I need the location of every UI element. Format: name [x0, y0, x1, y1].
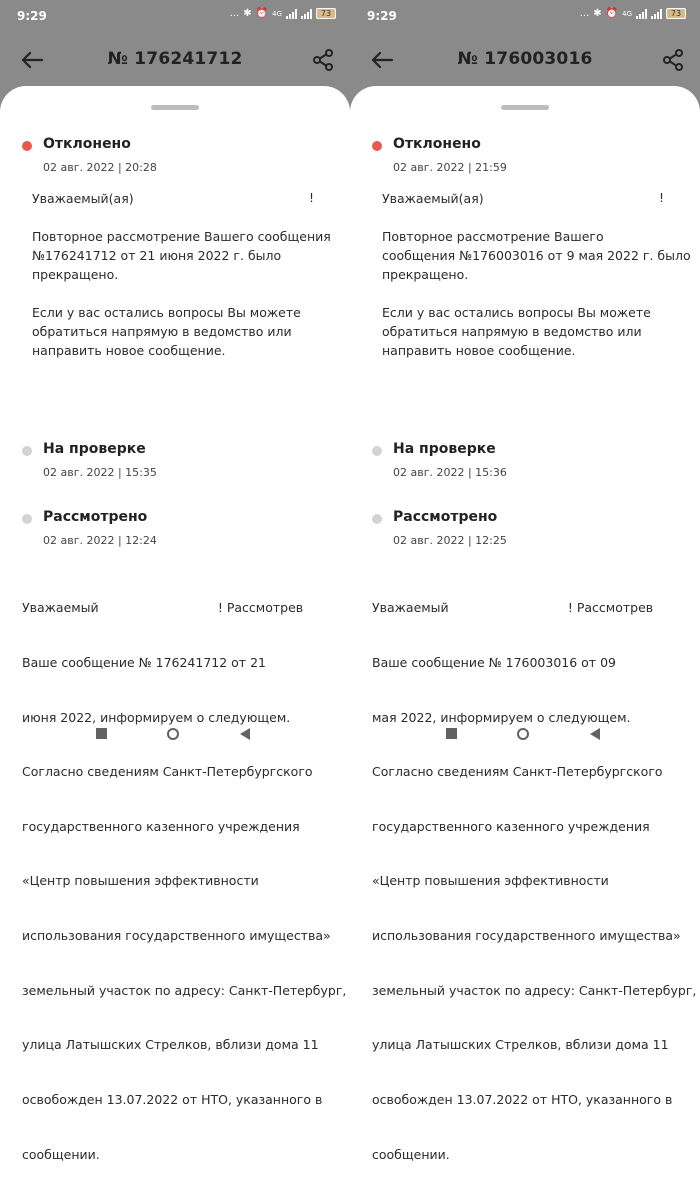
circle-icon[interactable] — [517, 728, 529, 740]
status-time: 9:29 — [17, 9, 47, 23]
greeting: Уважаемый(ая) — [32, 191, 134, 206]
system-nav-bar — [0, 724, 350, 744]
status-date-rejected: 02 авг. 2022 | 20:28 — [43, 161, 157, 174]
message-line: земельный участок по адресу: Санкт-Петербург, — [22, 982, 347, 998]
reviewed-message — [372, 563, 697, 1200]
message-line: государственного казенного учреждения — [22, 818, 300, 834]
message-line: сообщения №176003016 от 9 мая 2022 г. было — [382, 248, 691, 263]
message-line: использования государственного имущества» — [372, 928, 681, 944]
greeting-exclaim: ! — [309, 190, 315, 205]
message-line: государственного казенного учреждения — [372, 818, 650, 834]
message-line: Ваше сообщение № 176241712 от 21 — [22, 655, 266, 671]
message-line: освобожден 13.07.2022 от НТО, указанного в — [22, 1091, 323, 1107]
message-line: использования государственного имущества» — [22, 928, 331, 944]
status-dot-review — [372, 446, 382, 456]
drag-handle[interactable] — [501, 105, 549, 110]
status-dot-review — [22, 446, 32, 456]
message-line: Ваше сообщение № 176003016 от 09 — [372, 655, 616, 671]
status-title-reviewed: Рассмотрено — [43, 509, 148, 525]
status-date-reviewed: 02 авг. 2022 | 12:24 — [43, 534, 157, 547]
message-line: освобожден 13.07.2022 от НТО, указанного в — [372, 1091, 673, 1107]
circle-icon[interactable] — [167, 728, 179, 740]
status-dot-rejected — [372, 141, 382, 151]
greeting: Уважаемый(ая) — [382, 191, 484, 206]
network-label: 4G — [622, 9, 632, 18]
message-line: направить новое сообщение. — [32, 343, 226, 358]
status-date-review: 02 авг. 2022 | 15:36 — [393, 466, 507, 479]
app-bar — [350, 32, 700, 88]
system-nav-bar — [350, 724, 700, 744]
status-indicators: ... — [229, 8, 240, 19]
message-line: улица Латышских Стрелков, вблизи дома 11 — [372, 1037, 669, 1053]
message-line — [382, 284, 682, 303]
status-bar — [350, 0, 700, 32]
status-dot-reviewed — [372, 514, 382, 524]
status-indicators: ... — [579, 8, 590, 19]
status-icons — [230, 8, 336, 19]
history-sheet — [350, 86, 700, 1162]
message-line: Если у вас остались вопросы Вы можете — [382, 305, 651, 320]
greeting-exclaim: ! — [659, 190, 665, 205]
triangle-back-icon[interactable] — [240, 728, 250, 740]
battery-icon: 73 — [666, 8, 686, 19]
status-title-reviewed: Рассмотрено — [393, 509, 498, 525]
signal-icon — [636, 9, 647, 19]
signal-icon — [301, 9, 312, 19]
message-line: прекращено. — [32, 267, 119, 282]
message-line: прекращено. — [382, 267, 469, 282]
signal-icon — [651, 9, 662, 19]
status-icons — [580, 8, 686, 19]
status-date-reviewed: 02 авг. 2022 | 12:25 — [393, 534, 507, 547]
message-line — [32, 284, 332, 303]
share-icon[interactable] — [310, 47, 336, 73]
status-title-rejected: Отклонено — [43, 136, 131, 152]
message-line: Уважаемый ! Рассмотрев — [372, 600, 654, 616]
status-date-rejected: 02 авг. 2022 | 21:59 — [393, 161, 507, 174]
message-line: «Центр повышения эффективности — [372, 873, 609, 889]
message-line: Если у вас остались вопросы Вы можете — [32, 305, 301, 320]
status-bar — [0, 0, 350, 32]
page-title: № 176003016 — [457, 49, 593, 69]
status-date-review: 02 авг. 2022 | 15:35 — [43, 466, 157, 479]
phone-screen-left — [0, 0, 350, 1162]
status-time: 9:29 — [367, 9, 397, 23]
rejection-message — [32, 189, 332, 360]
share-icon[interactable] — [660, 47, 686, 73]
message-line: направить новое сообщение. — [382, 343, 576, 358]
message-line: «Центр повышения эффективности — [22, 873, 259, 889]
message-line: Согласно сведениям Санкт-Петербургского — [372, 764, 663, 780]
rejection-message — [382, 189, 691, 360]
phone-screen-right — [350, 0, 700, 1162]
history-sheet — [0, 86, 350, 1162]
triangle-back-icon[interactable] — [590, 728, 600, 740]
bluetooth-icon: ✱ — [243, 8, 252, 19]
message-line: земельный участок по адресу: Санкт-Петербург, — [372, 982, 697, 998]
battery-icon: 73 — [316, 8, 336, 19]
message-line: Уважаемый ! Рассмотрев — [22, 600, 304, 616]
message-line: №176241712 от 21 июня 2022 г. было — [32, 248, 282, 263]
status-title-rejected: Отклонено — [393, 136, 481, 152]
message-line: сообщении. — [22, 1146, 100, 1162]
network-label: 4G — [272, 9, 282, 18]
reviewed-message — [22, 563, 347, 1200]
alarm-icon: ⏰ — [605, 8, 619, 19]
status-dot-reviewed — [22, 514, 32, 524]
square-icon[interactable] — [96, 728, 107, 739]
status-dot-rejected — [22, 141, 32, 151]
message-line: улица Латышских Стрелков, вблизи дома 11 — [22, 1037, 319, 1053]
app-bar — [0, 32, 350, 88]
message-line: Согласно сведениям Санкт-Петербургского — [22, 764, 313, 780]
bluetooth-icon: ✱ — [593, 8, 602, 19]
signal-icon — [286, 9, 297, 19]
message-line: обратиться напрямую в ведомство или — [382, 324, 642, 339]
alarm-icon: ⏰ — [255, 8, 269, 19]
message-line: Повторное рассмотрение Вашего сообщения — [32, 229, 331, 244]
message-line: Повторное рассмотрение Вашего — [382, 229, 604, 244]
message-line: сообщении. — [372, 1146, 450, 1162]
message-line: мая 2022, информируем о следующем. — [372, 709, 631, 725]
square-icon[interactable] — [446, 728, 457, 739]
page-title: № 176241712 — [107, 49, 243, 69]
status-title-review: На проверке — [393, 441, 496, 457]
message-line: обратиться напрямую в ведомство или — [32, 324, 292, 339]
status-title-review: На проверке — [43, 441, 146, 457]
message-line: июня 2022, информируем о следующем. — [22, 709, 291, 725]
drag-handle[interactable] — [151, 105, 199, 110]
